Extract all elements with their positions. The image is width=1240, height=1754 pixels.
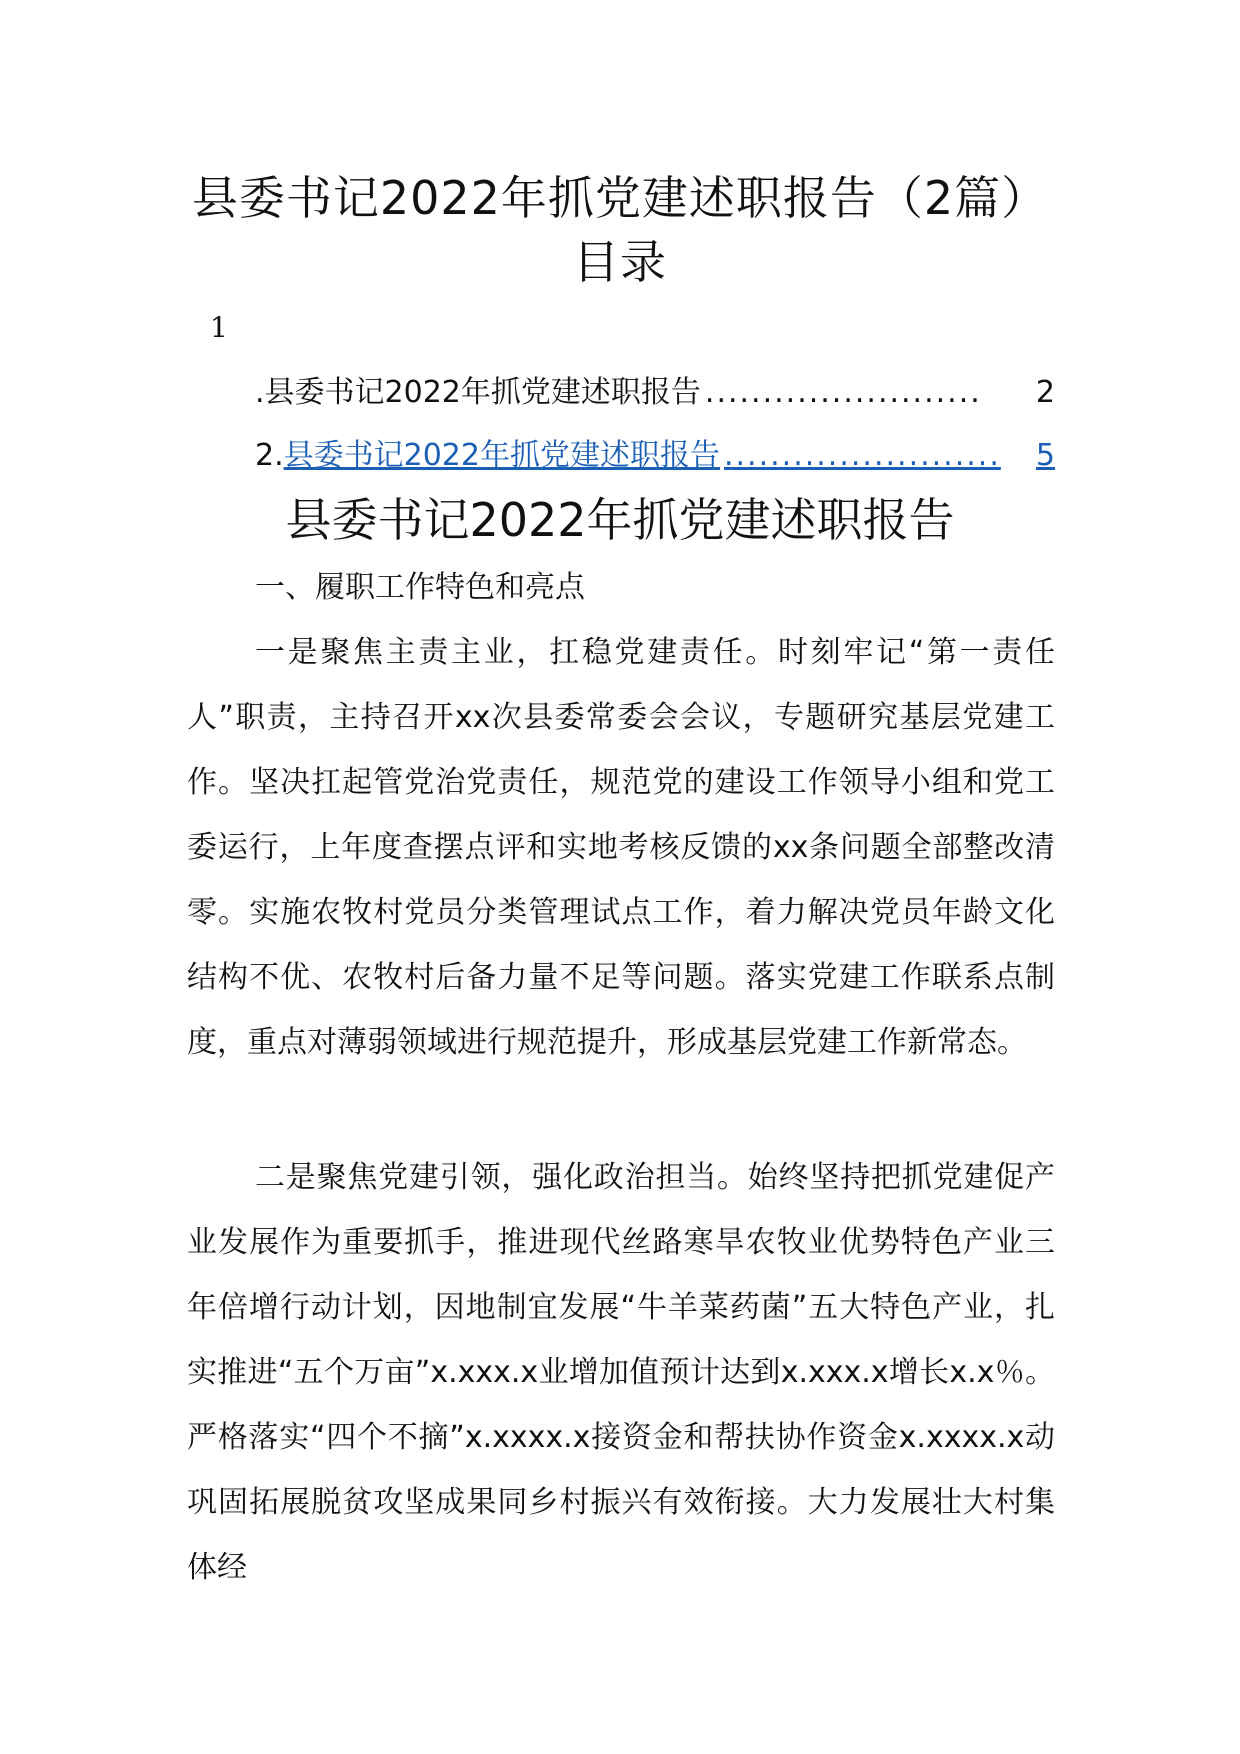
body-paragraph-1: 一是聚焦主责主业，扛稳党建责任。时刻牢记“第一责任人”职责，主持召开xx次县委常委会会议，专题研究基层党建工作。坚决扛起管党治党责任，规范党的建设工作领导小组和党工委运行，上年度查摆点评和实地考核反馈的xx条问题全部整改清零。实施农牧村党员分类管理试点工作，着力解决党员年龄文化结构不优、农牧村后备力量不足等问题。落实党建工作联系点制度，重点对薄弱领域进行规范提升，形成基层党建工作新常态。: [187, 635, 1055, 1060]
toc-entry-label: 县委书记2022年抓党建述职报告: [264, 375, 701, 410]
section-title: 县委书记2022年抓党建述职报告: [285, 493, 955, 547]
toc-entry-1[interactable]: [255, 371, 1055, 415]
body-paragraph-2: 二是聚焦党建引领，强化政治担当。始终坚持把抓党建促产业发展作为重要抓手，推进现代丝路寒旱农牧业优势特色产业三年倍增行动计划，因地制宜发展“牛羊菜药菌”五大特色产业，扎实推进“五个万亩”x.xxx.x业增加值预计达到x.xxx.x增长x.x％。严格落实“四个不摘”x.xxxx.x接资金和帮扶协作资金x.xxxx.x动巩固拓展脱贫攻坚成果同乡村振兴有效衔接。大力发展壮大村集体经: [187, 1160, 1055, 1585]
toc-entry-prefix: 2.: [255, 438, 284, 473]
section-heading: 一、履职工作特色和亮点: [255, 570, 585, 605]
toc-number: 1: [210, 311, 228, 344]
toc-page-number[interactable]: 5: [1035, 438, 1055, 473]
toc-page-number: 2: [1035, 375, 1055, 410]
toc-heading: 目录: [573, 235, 667, 289]
toc-entry-prefix: .: [255, 375, 265, 410]
toc-entry-link[interactable]: 县委书记2022年抓党建述职报告: [283, 438, 720, 473]
toc-entry-2[interactable]: [255, 434, 1055, 478]
document-title: 县委书记2022年抓党建述职报告（2篇）: [191, 171, 1049, 225]
toc-leader-dots: ........................: [704, 375, 982, 410]
toc-leader-dots[interactable]: ........................: [723, 438, 1001, 473]
